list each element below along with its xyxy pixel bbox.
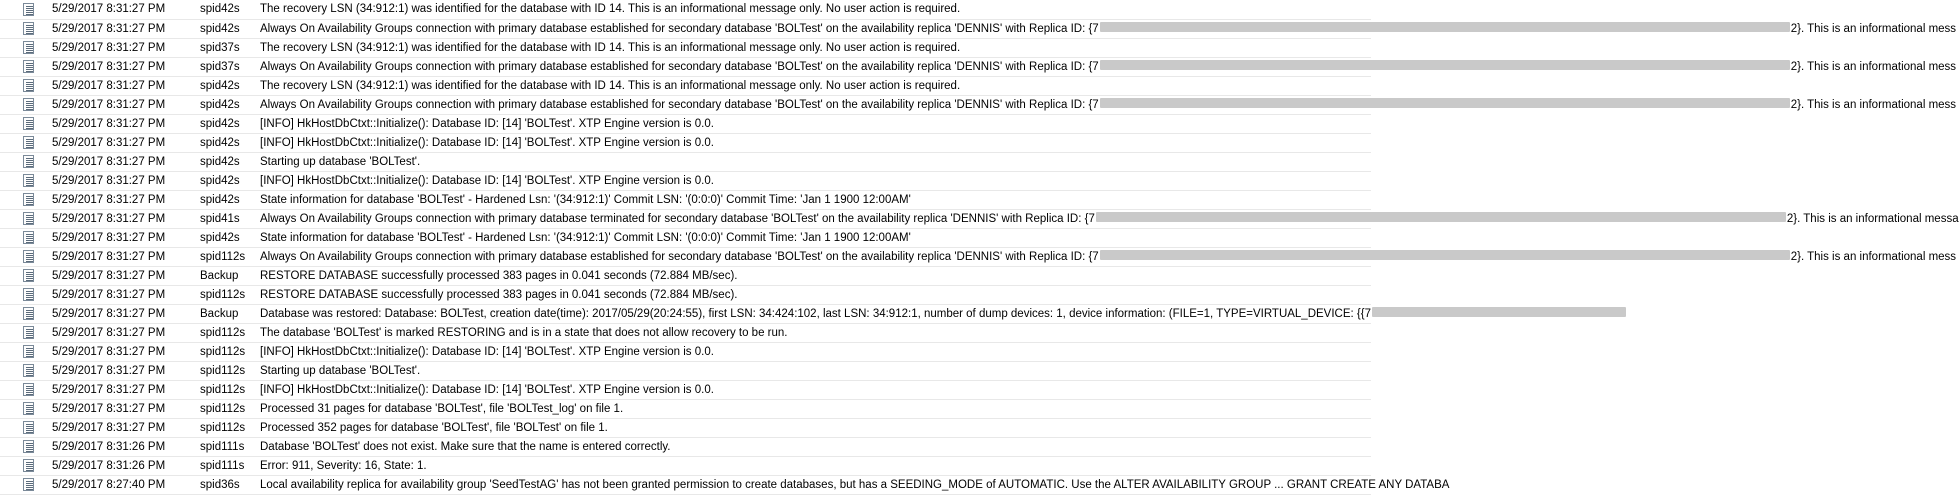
log-source: spid42s [196,171,256,190]
log-date: 5/29/2017 8:31:27 PM [46,342,196,361]
log-source: spid112s [196,285,256,304]
table-row[interactable] [0,418,1371,437]
log-date: 5/29/2017 8:31:27 PM [46,171,196,190]
log-message: [INFO] HkHostDbCtxt::Initialize(): Database ID: [14] 'BOLTest'. XTP Engine version is 0.0. [256,380,1371,399]
row-icon-cell [0,247,46,266]
table-row[interactable] [0,342,1371,361]
log-source: spid41s [196,209,256,228]
table-row[interactable] [0,304,1371,323]
log-message-suffix: 2}. This is an informational mess [1790,98,1957,111]
log-source: spid37s [196,57,256,76]
row-icon-cell [0,76,46,95]
log-message-suffix: 2}. This is an informational mess [1790,60,1957,73]
document-icon [23,136,34,149]
redacted-region [1100,60,1790,70]
row-icon-cell [0,475,46,494]
redacted-region [1096,212,1786,222]
log-message [256,57,1957,76]
log-date: 5/29/2017 8:31:27 PM [46,190,196,209]
log-message: [INFO] HkHostDbCtxt::Initialize(): Database ID: [14] 'BOLTest'. XTP Engine version is 0.0. [256,133,1371,152]
log-source: Backup [196,304,256,323]
row-icon-cell [0,228,46,247]
row-icon-cell [0,456,46,475]
document-icon [23,383,34,396]
table-row[interactable] [0,266,1371,285]
log-date: 5/29/2017 8:31:26 PM [46,437,196,456]
log-source: spid42s [196,114,256,133]
log-message: [INFO] HkHostDbCtxt::Initialize(): Database ID: [14] 'BOLTest'. XTP Engine version is 0.0. [256,342,1371,361]
log-source: spid42s [196,152,256,171]
document-icon [23,98,34,111]
table-row[interactable] [0,380,1371,399]
row-icon-cell [0,418,46,437]
log-date: 5/29/2017 8:31:27 PM [46,266,196,285]
row-icon-cell [0,114,46,133]
log-message-prefix: Always On Availability Groups connection with primary database established for secondary database 'BOLTest' on the availability replica 'DENNIS' with Replica ID: {7 [260,250,1099,263]
log-source: spid112s [196,342,256,361]
log-message: State information for database 'BOLTest' - Hardened Lsn: '(34:912:1)' Commit LSN: '(0:0:0)' Commit Time: 'Jan 1 1900 12:00AM' [256,190,1371,209]
log-source: spid112s [196,380,256,399]
log-message [256,95,1957,114]
log-date: 5/29/2017 8:31:27 PM [46,323,196,342]
document-icon [23,288,34,301]
row-icon-cell [0,190,46,209]
row-icon-cell [0,285,46,304]
row-icon-cell [0,304,46,323]
table-row[interactable] [0,285,1371,304]
table-row[interactable] [0,95,1371,114]
log-source: spid42s [196,19,256,38]
log-date: 5/29/2017 8:31:27 PM [46,209,196,228]
row-icon-cell [0,323,46,342]
log-message [256,304,1371,323]
log-message: The database 'BOLTest' is marked RESTORING and is in a state that does not allow recovery to be run. [256,323,1371,342]
log-message: [INFO] HkHostDbCtxt::Initialize(): Database ID: [14] 'BOLTest'. XTP Engine version is 0.0. [256,114,1371,133]
row-icon-cell [0,19,46,38]
table-row[interactable] [0,437,1371,456]
log-date: 5/29/2017 8:31:27 PM [46,76,196,95]
log-message-prefix: Always On Availability Groups connection with primary database established for secondary database 'BOLTest' on the availability replica 'DENNIS' with Replica ID: {7 [260,98,1099,111]
redacted-region [1100,98,1790,108]
document-icon [23,41,34,54]
log-date: 5/29/2017 8:31:27 PM [46,57,196,76]
table-row[interactable] [0,361,1371,380]
log-message-prefix: Always On Availability Groups connection with primary database established for secondary database 'BOLTest' on the availability replica 'DENNIS' with Replica ID: {7 [260,60,1099,73]
log-date: 5/29/2017 8:31:27 PM [46,380,196,399]
table-row[interactable] [0,57,1371,76]
log-source: spid112s [196,399,256,418]
log-message: Database 'BOLTest' does not exist. Make sure that the name is entered correctly. [256,437,1371,456]
log-message: State information for database 'BOLTest' - Hardened Lsn: '(34:912:1)' Commit LSN: '(0:0:0)' Commit Time: 'Jan 1 1900 12:00AM' [256,228,1371,247]
log-date: 5/29/2017 8:31:27 PM [46,95,196,114]
row-icon-cell [0,95,46,114]
log-date: 5/29/2017 8:31:27 PM [46,418,196,437]
document-icon [23,212,34,225]
table-row[interactable] [0,0,1371,19]
table-row[interactable] [0,323,1371,342]
log-date: 5/29/2017 8:31:27 PM [46,361,196,380]
log-message: Error: 911, Severity: 16, State: 1. [256,456,1371,475]
log-message-suffix: 2}. This is an informational mess [1790,22,1957,35]
log-source: spid112s [196,418,256,437]
log-message: The recovery LSN (34:912:1) was identified for the database with ID 14. This is an informational message only. No user action is required. [256,38,1371,57]
table-row[interactable] [0,399,1371,418]
row-icon-cell [0,361,46,380]
row-icon-cell [0,171,46,190]
table-row[interactable] [0,19,1371,38]
log-message: RESTORE DATABASE successfully processed 383 pages in 0.041 seconds (72.884 MB/sec). [256,285,1371,304]
log-source: spid42s [196,0,256,19]
log-source: spid42s [196,76,256,95]
log-message [256,247,1957,266]
log-date: 5/29/2017 8:31:27 PM [46,38,196,57]
redacted-region [1100,22,1790,32]
table-row[interactable] [0,133,1371,152]
log-date: 5/29/2017 8:31:27 PM [46,247,196,266]
log-source: spid111s [196,456,256,475]
table-row[interactable] [0,190,1371,209]
log-message-prefix: Always On Availability Groups connection with primary database established for secondary database 'BOLTest' on the availability replica 'DENNIS' with Replica ID: {7 [260,22,1099,35]
log-message: Processed 31 pages for database 'BOLTest', file 'BOLTest_log' on file 1. [256,399,1371,418]
table-row[interactable] [0,456,1371,475]
document-icon [23,269,34,282]
document-icon [23,3,34,16]
log-message: [INFO] HkHostDbCtxt::Initialize(): Database ID: [14] 'BOLTest'. XTP Engine version is 0.0. [256,171,1371,190]
row-icon-cell [0,399,46,418]
table-row[interactable] [0,247,1371,266]
row-icon-cell [0,209,46,228]
redacted-region [1372,307,1626,317]
row-icon-cell [0,342,46,361]
document-icon [23,155,34,168]
log-message: The recovery LSN (34:912:1) was identified for the database with ID 14. This is an informational message only. No user action is required. [256,76,1371,95]
log-date: 5/29/2017 8:31:27 PM [46,399,196,418]
log-message: Processed 352 pages for database 'BOLTest', file 'BOLTest' on file 1. [256,418,1371,437]
log-source: Backup [196,266,256,285]
log-date: 5/29/2017 8:31:27 PM [46,228,196,247]
row-icon-cell [0,437,46,456]
log-source: spid36s [196,475,256,494]
log-message: The recovery LSN (34:912:1) was identified for the database with ID 14. This is an informational message only. No user action is required. [256,0,1371,19]
log-message-prefix: Database was restored: Database: BOLTest, creation date(time): 2017/05/29(20:24:55), first LSN: 34:424:102, last LSN: 34:912:1, number of dump devices: 1, device information: (FILE=1, TYPE=VIRTUAL_DEVICE: {{7 [260,307,1371,320]
log-message: RESTORE DATABASE successfully processed 383 pages in 0.041 seconds (72.884 MB/sec). [256,266,1371,285]
log-message-prefix: Always On Availability Groups connection with primary database terminated for secondary database 'BOLTest' on the availability replica 'DENNIS' with Replica ID: {7 [260,212,1095,225]
log-source: spid37s [196,38,256,57]
document-icon [23,478,34,491]
log-message: Starting up database 'BOLTest'. [256,152,1371,171]
log-message [256,209,1959,228]
row-icon-cell [0,38,46,57]
table-row[interactable] [0,114,1371,133]
table-row[interactable] [0,171,1371,190]
document-icon [23,250,34,263]
document-icon [23,193,34,206]
log-message: Starting up database 'BOLTest'. [256,361,1371,380]
document-icon [23,345,34,358]
document-icon [23,364,34,377]
log-date: 5/29/2017 8:31:27 PM [46,285,196,304]
document-icon [23,117,34,130]
table-row[interactable] [0,228,1371,247]
row-icon-cell [0,266,46,285]
log-source: spid42s [196,190,256,209]
document-icon [23,174,34,187]
log-message: Local availability replica for availability group 'SeedTestAG' has not been granted permission to create databases, but has a SEEDING_MODE of AUTOMATIC. Use the ALTER AVAILABILITY GROUP ... GRANT CREATE ANY DATABA [256,475,1371,494]
table-row[interactable] [0,76,1371,95]
log-date: 5/29/2017 8:31:27 PM [46,19,196,38]
document-icon [23,402,34,415]
table-row[interactable] [0,38,1371,57]
document-icon [23,60,34,73]
log-message-suffix: 2}. This is an informational messa [1786,212,1959,225]
log-source: spid42s [196,228,256,247]
table-row[interactable] [0,152,1371,171]
log-date: 5/29/2017 8:31:27 PM [46,0,196,19]
document-icon [23,22,34,35]
row-icon-cell [0,380,46,399]
document-icon [23,459,34,472]
table-row[interactable] [0,209,1371,228]
document-icon [23,307,34,320]
document-icon [23,440,34,453]
log-date: 5/29/2017 8:31:27 PM [46,133,196,152]
row-icon-cell [0,0,46,19]
log-date: 5/29/2017 8:31:27 PM [46,152,196,171]
document-icon [23,421,34,434]
log-source: spid112s [196,361,256,380]
log-message-suffix: 2}. This is an informational mess [1790,250,1957,263]
table-row[interactable] [0,475,1371,494]
log-source: spid112s [196,323,256,342]
log-date: 5/29/2017 8:31:27 PM [46,304,196,323]
log-date: 5/29/2017 8:31:27 PM [46,114,196,133]
document-icon [23,231,34,244]
log-source: spid42s [196,95,256,114]
document-icon [23,79,34,92]
log-date: 5/29/2017 8:27:40 PM [46,475,196,494]
log-message [256,19,1957,38]
redacted-region [1100,250,1790,260]
row-icon-cell [0,133,46,152]
log-date: 5/29/2017 8:31:26 PM [46,456,196,475]
log-source: spid112s [196,247,256,266]
document-icon [23,326,34,339]
log-source: spid111s [196,437,256,456]
row-icon-cell [0,152,46,171]
log-source: spid42s [196,133,256,152]
row-icon-cell [0,57,46,76]
